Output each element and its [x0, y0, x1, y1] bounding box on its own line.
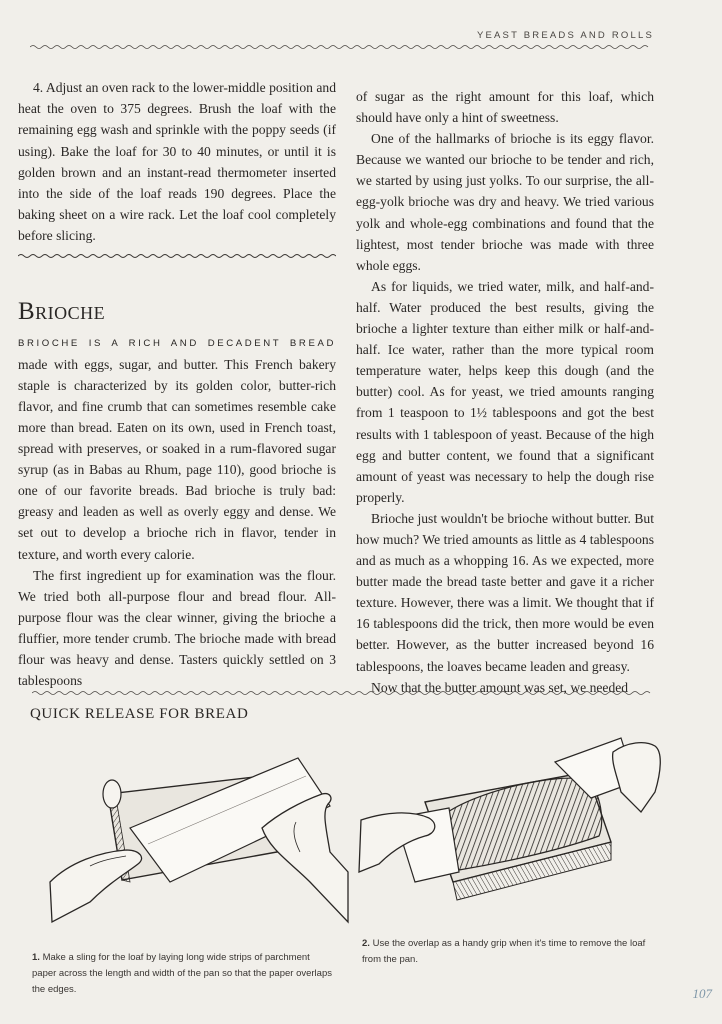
liquids-paragraph: As for liquids, we tried water, milk, and half-and-half. Water produced the best results, giving the brioche a lighter texture than either milk or half-and-half. Ice water, rather than the more typical room temperature water, helps keep this dough (and the butter) cool. As for yeast, we tried amounts ranging from 1 teaspoon to 1½ tablespoons and got the best results with 1 tablespoon of yeast. Because of the high egg and butter content, we found that a significant amount of yeast was necessary to help the dough rise properly.: [356, 278, 654, 505]
intro-paragraph: [18, 331, 336, 565]
illustration-sling: [30, 732, 350, 937]
caption-1-text: Make a sling for the loaf by laying long wide strips of parchment paper across the length and width of the pan so that the paper overlaps the edges.: [32, 952, 332, 995]
flour-paragraph: The first ingredient up for examination was the flour. We tried both all-purpose flour and bread flour. All-purpose flour was the clear winner, giving the brioche a fluffier, more tender crumb. The brioche made with bread flour was heavy and dense. Tasters quickly settled on 3 tablespoons: [18, 567, 336, 689]
eggs-paragraph: One of the hallmarks of brioche is its eggy flavor. Because we wanted our brioche to be tender and rich, we started by using just yolks. To our surprise, the all-egg-yolk brioche was dry and heavy. We tried various yolk and whole-egg combinations and found that the lightest, most tender brioche was made with three whole eggs.: [356, 131, 654, 273]
step-4: [18, 77, 336, 247]
intro-paragraph-rest: made with eggs, sugar, and butter. This French bakery staple is characterized by its golden color, butter-rich flavor, and fine crumb that can sometimes resemble cake more than bread. Eaten on its own, used in French toast, spread with preserves, or soaked in a rum-flavored sugar syrup (as in Babas au Rhum, page 110), good brioche is one of our favorite breads. Bad brioche is truly bad: greasy and leaden as well as overly eggy and dense. We set out to develop a brioche rich in flavor, tender in texture, and worth every calorie.: [18, 356, 336, 562]
page-number: 107: [692, 986, 712, 1001]
right-column: [356, 86, 654, 698]
running-head: YEAST BREADS AND ROLLS: [476, 30, 654, 41]
butter-set-paragraph: Now that the butter amount was set, we needed: [371, 679, 629, 695]
step-4-text: 4. Adjust an oven rack to the lower-middle position and heat the oven to 375 degrees. Brush the loaf with the remaining egg wash and sprinkle with the poppy seeds (if using). Bake the loaf for 30 to 40 minutes, or until it is golden brown and an instant-read thermometer inserted into the side of the loaf reads 190 degrees. Place the baking sheet on a wire rack. Let the loaf cool completely before slicing.: [18, 80, 336, 244]
sugar-paragraph: of sugar as the right amount for this loaf, which should have only a hint of sweetness.: [356, 89, 654, 126]
caption-2-text: Use the overlap as a handy grip when it's time to remove the loaf from the pan.: [362, 938, 646, 965]
lead-caps: BRIOCHE IS A RICH AND DECADENT BREAD: [18, 337, 336, 349]
header-rule: [30, 44, 652, 50]
caption-2-number: 2.: [362, 938, 370, 949]
caption-2: [362, 936, 662, 968]
step-end-rule: [18, 253, 336, 259]
left-column: [18, 77, 336, 691]
illustration-lift: [355, 732, 665, 937]
sidebar-rule: [32, 690, 654, 696]
caption-1: [32, 950, 332, 998]
butter-paragraph: Brioche just wouldn't be brioche without butter. But how much? We tried amounts as little as 4 tablespoons and as much as a whopping 16. As we expected, more butter made the bread taste better and gave it a richer texture. However, there was a limit. We thought that if 16 tablespoons did the trick, then more would be even better. However, as the butter increased beyond 16 tablespoons, the loaves became leaden and greasy.: [356, 510, 654, 674]
section-title: Brioche: [18, 297, 106, 325]
caption-1-number: 1.: [32, 952, 40, 963]
sidebar-title: QUICK RELEASE FOR BREAD: [30, 706, 249, 722]
